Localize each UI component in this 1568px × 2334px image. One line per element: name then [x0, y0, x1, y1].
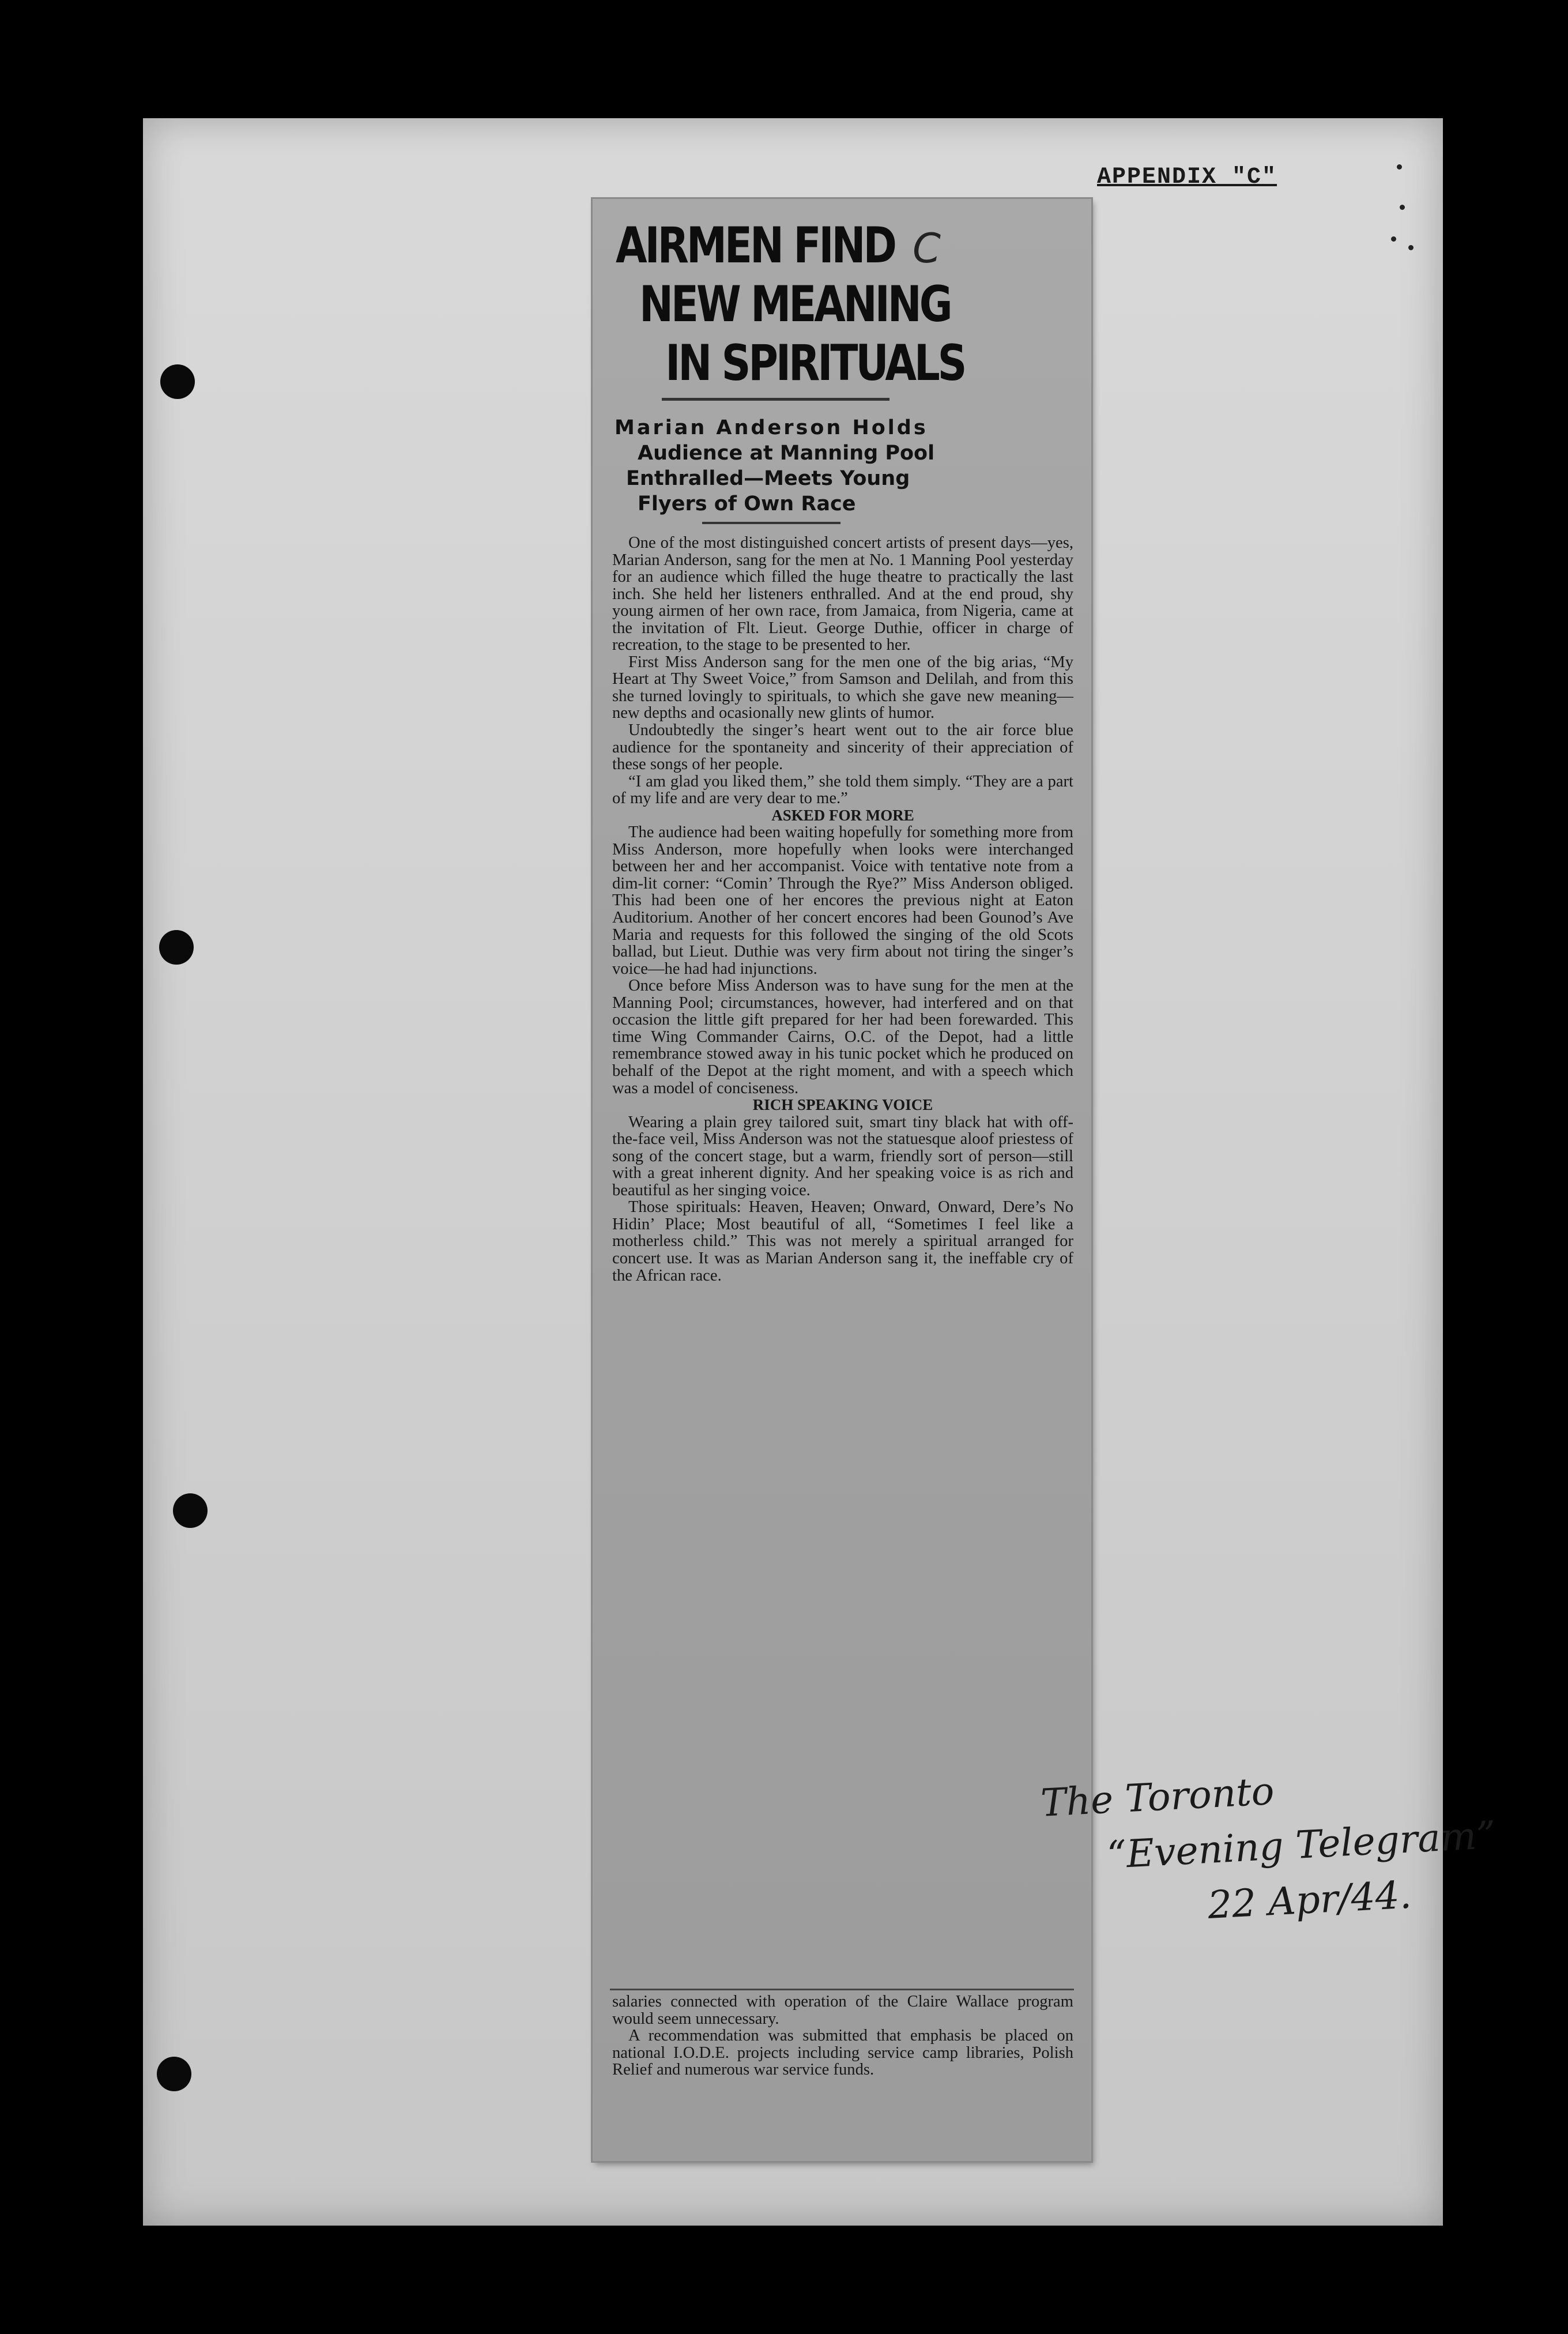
article-paragraph: Once before Miss Anderson was to have sung for the men at the Manning Pool; circumstances, however, had interfered and on that occasion the little gift prepared for her had been forewarded. This time Wing Commander Cairns, O.C. of the Depot, had a little remembrance stowed away in his tunic pocket which he produced on behalf of the Depot at the right moment, and with a speech which was a model of conciseness. — [612, 977, 1073, 1097]
article-paragraph: The audience had been waiting hopefully for something more from Miss Anderson, more hopefully when looks were interchanged between her and her accompanist. Voice with tentative note from a dim-lit corner: “Comin’ Through the Rye?” Miss Anderson obliged. This had been one of her encores the previous night at Eaton Auditorium. Another of her concert encores had been Gounod’s Ave Maria and requests for this followed the singing of the old Scots ballad, but Lieut. Duthie was very firm about not tiring the singer’s voice—he had had injunctions. — [612, 823, 1073, 978]
article-body — [612, 534, 1073, 1284]
subheadline-line: Marian Anderson Holds — [615, 416, 928, 439]
column-divider — [610, 1989, 1074, 1990]
article-paragraph: Undoubtedly the singer’s heart went out to the air force blue audience for the spontaneity and sincerity of their appreciation of these songs of her people. — [612, 721, 1073, 774]
section-heading: RICH SPEAKING VOICE — [752, 1096, 933, 1114]
article-paragraph: Wearing a plain grey tailored suit, smart tiny black hat with off-the-face veil, Miss Anderson was not the statuesque aloof priestess of song of the concert stage, but a warm, friendly sort of person—still with a great inherent dignity. And her speaking voice is as rich and beautiful as her singing voice. — [612, 1113, 1073, 1199]
note-line: The Toronto — [1039, 1768, 1276, 1825]
handwritten-margin-mark: C — [913, 225, 941, 272]
punch-hole — [160, 364, 195, 399]
article-paragraph: salaries connected with operation of the Claire Wallace program would seem unnecessary. — [612, 1993, 1073, 2028]
article-paragraph: A recommendation was submitted that emphasis be placed on national I.O.D.E. projects including service camp libraries, Polish Relief and numerous war service funds. — [612, 2027, 1073, 2079]
article-paragraph: First Miss Anderson sang for the men one of the big arias, “My Heart at Thy Sweet Voice,” from Samson and Delilah, and from this she turned lovingly to spirituals, to which she gave new meaning—new depths and ocasionally new glints of humor. — [612, 653, 1073, 722]
headline-rule — [662, 398, 889, 401]
headline-line: NEW MEANING — [639, 276, 951, 333]
article-paragraph: One of the most distinguished concert artists of present days—yes, Marian Anderson, sang for the men at No. 1 Manning Pool yesterday for an audience which filled the huge theatre to practically the last inch. She held her listeners enthralled. And at the end proud, shy young airmen of her own race, from Jamaica, from Nigeria, came at the invitation of Flt. Lieut. George Duthie, officer in charge of recreation, to the stage to be presented to her. — [612, 534, 1073, 654]
article-paragraph: “I am glad you liked them,” she told them simply. “They are a part of my life and are very dear to me.” — [612, 772, 1073, 808]
punch-hole — [159, 930, 194, 965]
headline-line: AIRMEN FIND — [616, 217, 895, 274]
punch-hole — [157, 2057, 191, 2091]
note-line: “Evening Telegram” — [1106, 1812, 1497, 1877]
article-paragraph: Those spirituals: Heaven, Heaven; Onward, Onward, Dere’s No Hidin’ Place; Most beautiful of all, “Sometimes I feel like a motherless child.” This was not merely a spiritual arranged for concert use. It was as Marian Anderson sang it, the ineffable cry of the African race. — [612, 1198, 1073, 1285]
section-heading: ASKED FOR MORE — [771, 806, 914, 824]
ink-speck — [1408, 245, 1414, 250]
article-subheadline — [615, 415, 1070, 517]
ink-speck — [1397, 164, 1402, 170]
subheadline-line: Audience at Manning Pool — [638, 442, 935, 465]
punch-hole — [173, 1493, 208, 1528]
note-line: 22 Apr/44. — [1207, 1872, 1413, 1928]
appendix-label: APPENDIX "C" — [1097, 164, 1277, 190]
subheadline-line: Flyers of Own Race — [638, 492, 856, 515]
ink-speck — [1400, 205, 1405, 210]
subheadline-rule — [702, 522, 840, 524]
subheadline-line: Enthralled—Meets Young — [626, 467, 910, 490]
unrelated-article-fragment — [612, 1993, 1073, 2079]
headline-line: IN SPIRITUALS — [665, 334, 965, 392]
newspaper-clipping — [593, 199, 1091, 2161]
handwritten-source-note — [1039, 1755, 1497, 1941]
ink-speck — [1391, 236, 1396, 242]
document-page — [143, 118, 1497, 2226]
